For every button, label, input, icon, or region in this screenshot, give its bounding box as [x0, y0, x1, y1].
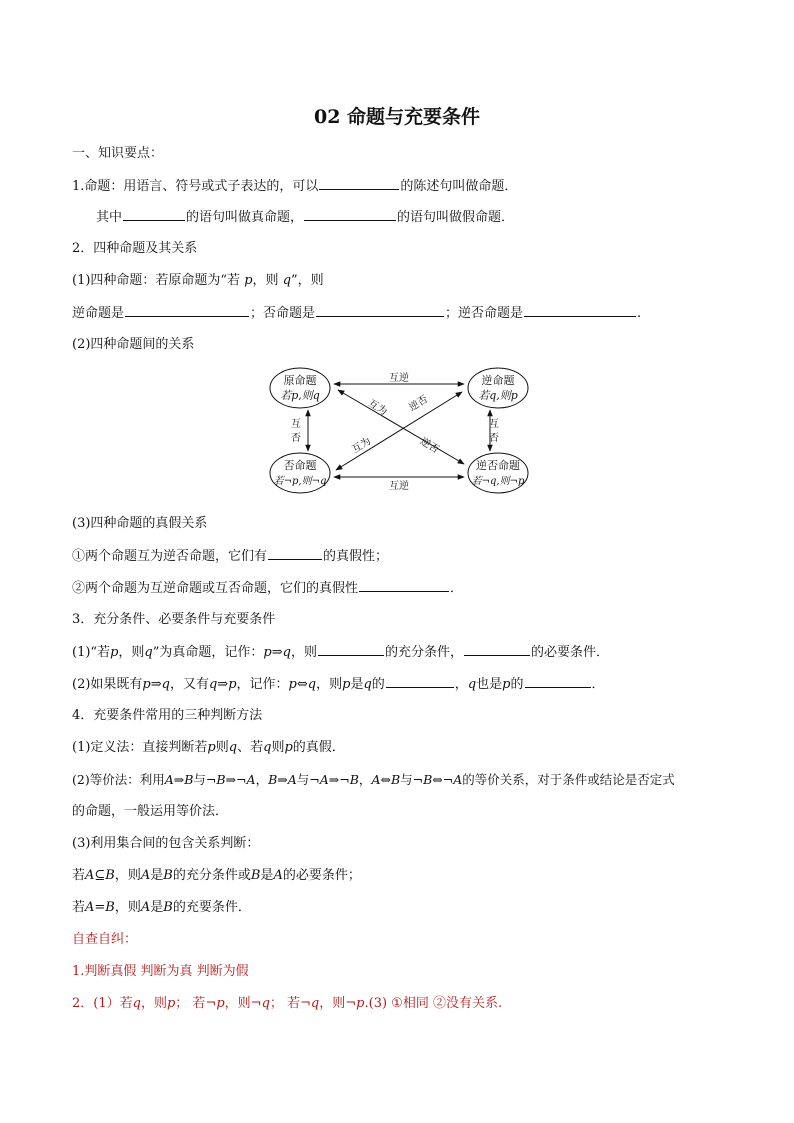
text: ，则 [290, 645, 317, 660]
text: (1)定义法：直接判断若 [72, 740, 208, 755]
text: 若 [72, 868, 86, 883]
set-inclusion-rule-1 [72, 867, 361, 885]
node-converse-cond: 若q,则p [478, 389, 518, 402]
text: 的充要条件． [172, 900, 251, 915]
self-check-heading: 自查自纠： [72, 932, 138, 947]
var-q: q [261, 996, 270, 1011]
fill-blank [359, 579, 449, 592]
text: 的语句叫做假命题． [397, 210, 515, 225]
fill-blank [268, 547, 322, 560]
edge-label-left-1: 互 [291, 419, 301, 430]
truth-relation-heading: (3)四种命题的真假关系 [72, 516, 208, 531]
text: 的充分条件或 [172, 868, 251, 883]
text: ； 若¬ [175, 996, 217, 1011]
text: 1.命题：用语言、符号或式子表达的，可以 [72, 179, 319, 194]
method-definition [72, 739, 345, 757]
var-q: q [263, 740, 272, 755]
fill-blank [304, 208, 396, 221]
node-original-cond: 若p,则q [280, 389, 320, 402]
text: ；否命题是 [250, 306, 316, 321]
diag-label-a-2: 逆否 [417, 435, 441, 456]
text: ①两个命题互为逆否命题，它们有 [72, 549, 268, 564]
text: 的语句叫做真命题， [186, 210, 304, 225]
text: 是 [350, 677, 364, 692]
diag-label-a-1: 互为 [365, 397, 389, 418]
formula: p⇔q [288, 677, 317, 692]
text: 的必要条件． [530, 645, 609, 660]
text: 、若 [237, 740, 264, 755]
var-q: q [363, 677, 372, 692]
text: 的充分条件， [384, 645, 463, 660]
var-B: B [250, 868, 261, 883]
fill-blank [125, 304, 249, 317]
fill-blank [386, 675, 454, 688]
node-contrapositive-cond: 若¬q,则¬p [471, 476, 525, 487]
text: 的 [510, 677, 524, 692]
var-A: A [273, 868, 283, 883]
var-p: p [502, 677, 511, 692]
fill-blank [524, 304, 636, 317]
formula: B⇒A [268, 772, 297, 787]
text: ， [255, 772, 269, 787]
text: ，则¬ [224, 996, 262, 1011]
text: ，则 [316, 677, 343, 692]
four-propositions-diagram [268, 362, 530, 500]
var-A: A [140, 900, 151, 915]
var-q: q [467, 677, 477, 692]
edge-label-top: 互逆 [389, 373, 409, 384]
text: ，又有 [169, 677, 209, 692]
text: (2)等价法：利用 [72, 772, 165, 787]
answer-1: 1.判断真假 判断为真 判断为假 [72, 964, 249, 979]
var-q: q [282, 273, 292, 288]
formula: A=B [85, 900, 115, 915]
var-p: p [207, 740, 216, 755]
text: ，则 [252, 273, 279, 288]
node-contrapositive-label: 逆否命题 [476, 459, 520, 472]
arrow-diagonal-b [336, 392, 462, 470]
sufficient-necessary-def [72, 643, 609, 662]
node-converse-label: 逆命题 [481, 374, 515, 387]
formula: p⇒q [142, 677, 170, 692]
text: 与 [193, 772, 206, 787]
edge-label-right-2: 否 [489, 433, 499, 444]
fill-blank [123, 208, 185, 221]
text: 的真假性； [323, 549, 389, 564]
text: 的等价关系，对于条件或结论是否定式 [462, 772, 675, 787]
answer-2 [72, 995, 502, 1013]
formula: p⇒q [263, 645, 291, 660]
text: (1)四种命题：若原命题为“若 [72, 273, 241, 288]
formula: A⇔B [371, 772, 401, 787]
fill-blank [316, 304, 444, 317]
text: 的 [371, 677, 385, 692]
text: .(3) ①相同 ②没有关系. [364, 996, 503, 1011]
formula: ¬B⇔¬A [412, 772, 463, 787]
text: 是 [260, 868, 274, 883]
edge-label-left-2: 否 [291, 433, 301, 444]
text: 的陈述句叫做命题． [400, 179, 518, 194]
formula: q⇒p [208, 677, 237, 692]
var-p: p [244, 273, 253, 288]
text: ②两个命题为互逆命题或互否命题，它们的真假性 [72, 581, 359, 596]
edge-label-bottom: 互逆 [389, 481, 409, 492]
text: 的必要条件； [282, 868, 361, 883]
formula: A⊆B [85, 868, 115, 883]
paragraph-proposition-def [72, 177, 517, 196]
text: 则 [271, 740, 285, 755]
four-propositions-blanks [72, 304, 641, 323]
node-inverse-cond: 若¬p,则¬q [273, 476, 327, 487]
text: ． [591, 677, 605, 692]
section-heading-2: 2．四种命题及其关系 [72, 241, 198, 256]
truth-relation-2 [72, 579, 463, 598]
method-equivalence [72, 771, 675, 789]
text: ． [450, 581, 464, 596]
text: ，则 [140, 996, 167, 1011]
diag-label-b-1: 互为 [350, 435, 374, 456]
text: 与 [400, 772, 413, 787]
var-q: q [144, 645, 153, 660]
formula: ¬A⇒¬B [309, 772, 359, 787]
text: ；逆否命题是 [445, 306, 524, 321]
var-B: B [163, 900, 173, 915]
section-heading-4: 4．充要条件常用的三种判断方法 [72, 708, 263, 723]
var-q: q [228, 740, 238, 755]
var-p: p [216, 996, 225, 1011]
text: ； 若¬ [269, 996, 311, 1011]
var-A: A [140, 868, 151, 883]
formula: A⇒B [164, 772, 194, 787]
text: ， [358, 772, 372, 787]
text: 若 [72, 900, 86, 915]
fill-blank [318, 643, 384, 656]
text: ，记作： [236, 677, 289, 692]
text: 是 [150, 900, 164, 915]
var-q: q [310, 996, 320, 1011]
text: (1)“若 [72, 645, 111, 660]
node-inverse-label: 否命题 [283, 459, 317, 472]
set-inclusion-rule-2 [72, 899, 251, 917]
text: ， [454, 677, 468, 692]
fill-blank [464, 643, 530, 656]
truth-relation-1 [72, 547, 388, 566]
edge-label-right-1: 互 [489, 419, 499, 430]
var-p: p [342, 677, 351, 692]
text: 的真假． [292, 740, 345, 755]
node-original-label: 原命题 [283, 374, 317, 387]
formula: ¬B⇒¬A [205, 772, 256, 787]
text: ”为真命题，记作： [152, 645, 264, 660]
var-p: p [110, 645, 119, 660]
section-heading-1: 一、知识要点： [72, 146, 164, 161]
method-set-inclusion: (3)利用集合间的包含关系判断： [72, 836, 260, 851]
four-propositions-intro [72, 272, 324, 290]
var-B: B [163, 868, 173, 883]
text: . [637, 306, 642, 321]
text: ，则¬ [319, 996, 357, 1011]
relations-heading: (2)四种命题间的关系 [72, 337, 195, 352]
section-heading-3: 3．充分条件、必要条件与充要条件 [72, 612, 276, 627]
text: 其中 [96, 210, 123, 225]
text: 是 [150, 868, 164, 883]
text: ，则 [114, 900, 141, 915]
var-q: q [132, 996, 141, 1011]
diag-label-b-2: 逆否 [407, 393, 431, 414]
method-equivalence-cont: 的命题，一般运用等价法． [72, 804, 229, 819]
page-title: 02 命题与充要条件 [313, 106, 481, 128]
text: 则 [215, 740, 229, 755]
text: ，则 [114, 868, 141, 883]
text: ，则 [118, 645, 145, 660]
fill-blank [319, 177, 399, 190]
text: 也是 [476, 677, 503, 692]
text: (2)如果既有 [72, 677, 143, 692]
text: 逆命题是 [72, 306, 125, 321]
var-p: p [356, 996, 365, 1011]
var-p: p [284, 740, 293, 755]
paragraph-true-false [96, 208, 514, 227]
text: ”，则 [291, 273, 324, 288]
text: 与 [296, 772, 310, 787]
text: 2．(1）若 [72, 996, 133, 1011]
fill-blank [525, 675, 591, 688]
iff-def [72, 675, 605, 694]
var-p: p [166, 996, 176, 1011]
